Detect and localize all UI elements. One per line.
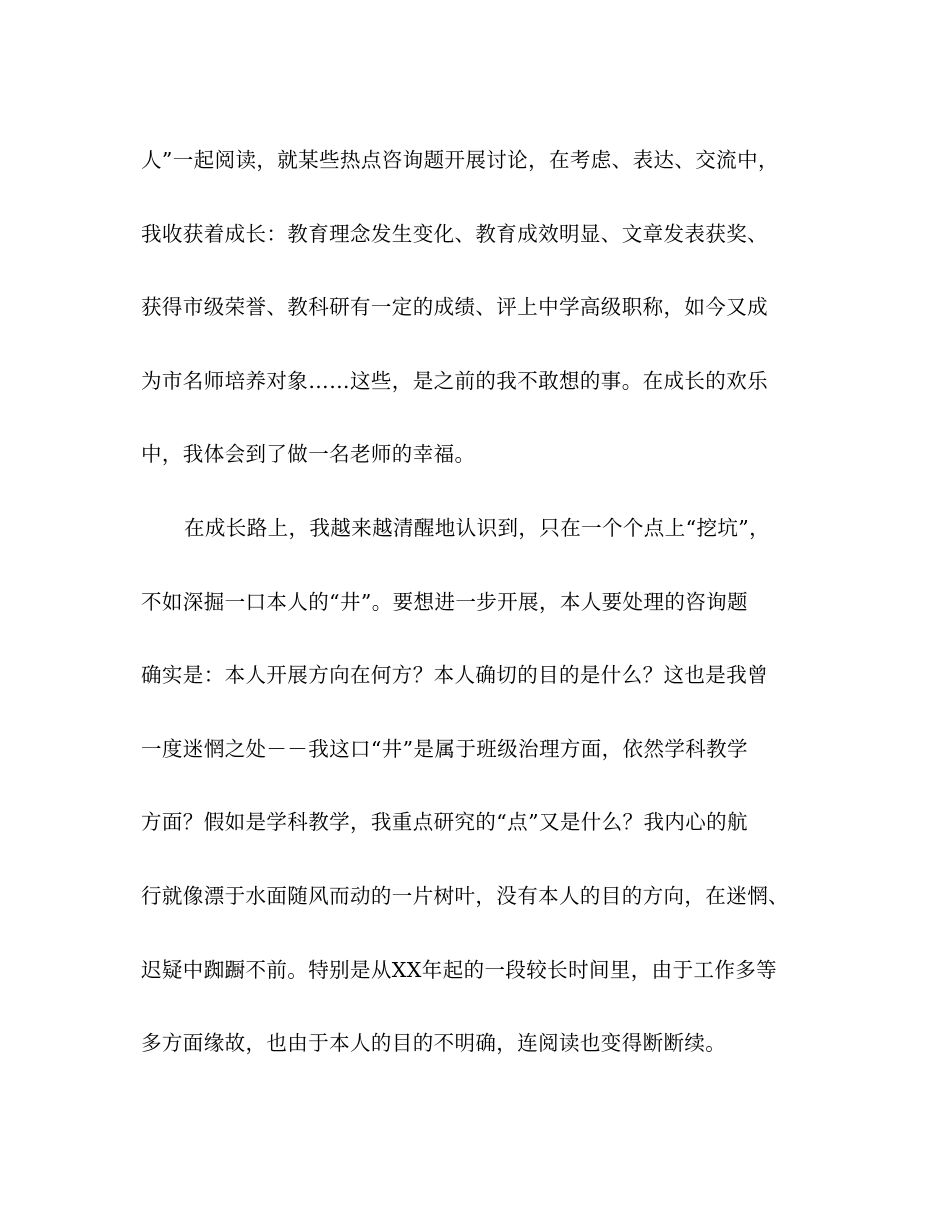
text-line: 中，我体会到了做一名老师的幸福。 bbox=[141, 442, 476, 467]
text-line: 人”一起阅读，就某些热点咨询题开展讨论，在考虑、表达、交流中， bbox=[141, 148, 779, 172]
text-line: 一度迷惘之处－－我这口“井”是属于班级治理方面，依然学科教学 bbox=[141, 736, 748, 761]
text-line: 确实是：本人开展方向在何方？本人确切的目的是什么？这也是我曾 bbox=[141, 663, 768, 688]
text-line: 行就像漂于水面随风而动的一片树叶，没有本人的目的方向，在迷惘、 bbox=[141, 883, 789, 908]
text-line: 方面？假如是学科教学，我重点研究的“点”又是什么？我内心的航 bbox=[141, 810, 748, 835]
text-line: 为市名师培养对象……这些，是之前的我不敢想的事。在成长的欢乐 bbox=[141, 368, 768, 393]
text-line: 获得市级荣誉、教科研有一定的成绩、评上中学高级职称，如今又成 bbox=[141, 295, 768, 320]
body-text bbox=[141, 134, 821, 1091]
text-line: 迟疑中踟蹰不前。特别是从XX年起的一段较长时间里，由于工作多等 bbox=[141, 957, 778, 982]
text-line: 不如深掘一口本人的“井”。要想进一步开展，本人要处理的咨询题 bbox=[141, 589, 748, 614]
paragraph-start-line: 在成长路上，我越来越清醒地认识到，只在一个个点上“挖坑”， bbox=[184, 515, 771, 540]
text-line: 我收获着成长：教育理念发生变化、教育成效明显、文章发表获奖、 bbox=[141, 221, 768, 246]
text-line: 多方面缘故，也由于本人的目的不明确，连阅读也变得断断续。 bbox=[141, 1031, 727, 1056]
